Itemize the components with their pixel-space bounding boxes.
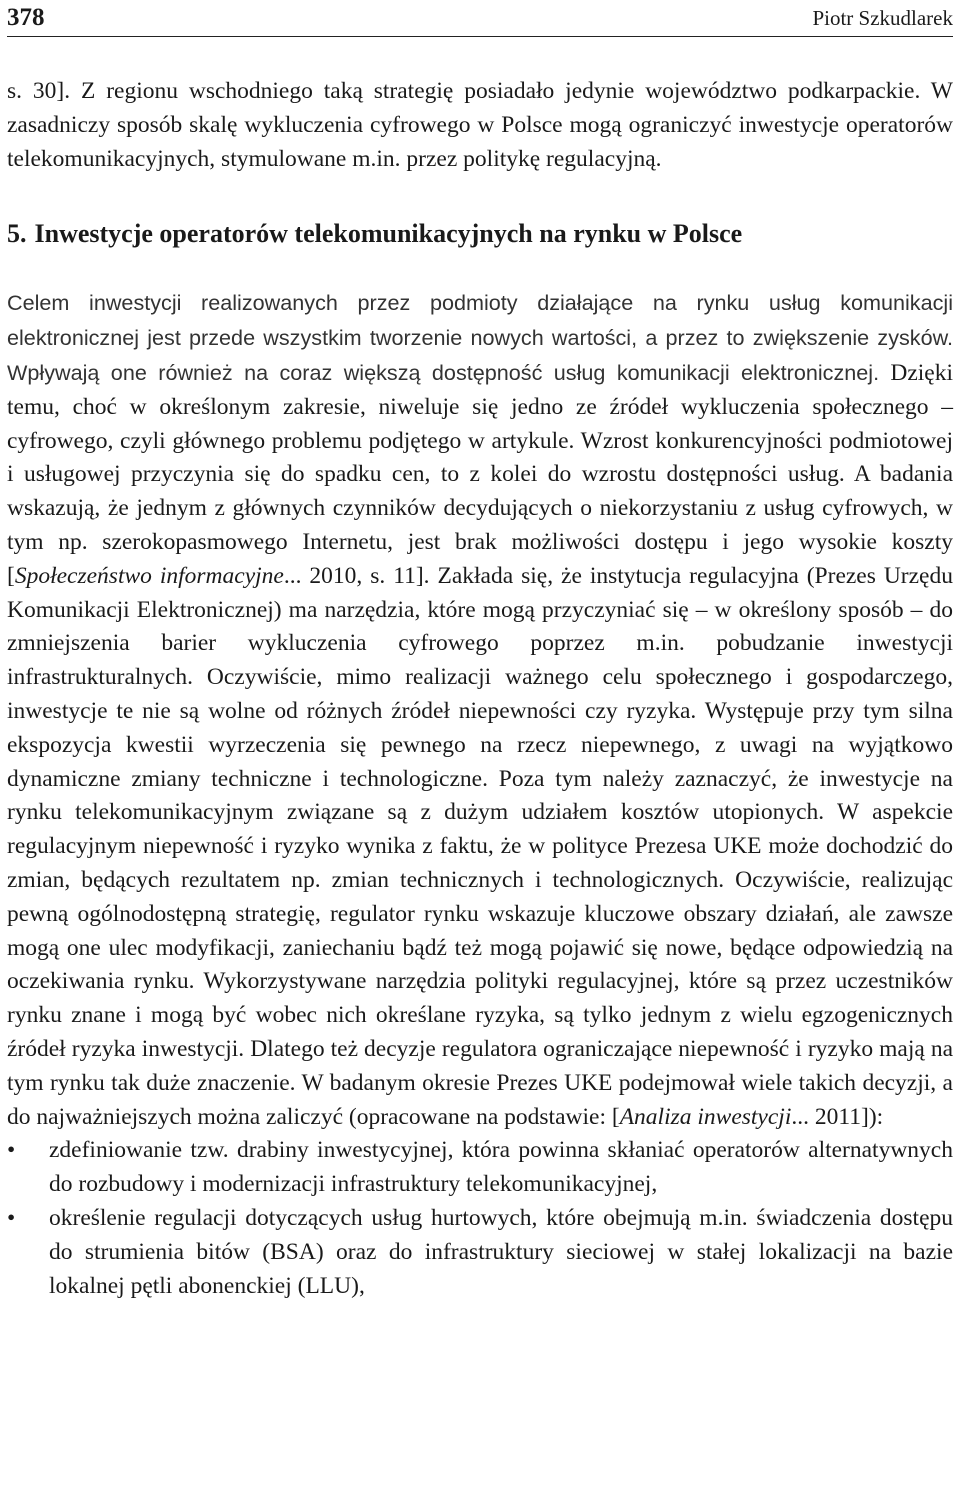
list-item (7, 1134, 953, 1202)
citation-spoleczenstwo: Społeczeństwo informacyjne (14, 562, 284, 589)
body-text-part-1: Dzięki temu, choć w określonym zakresie, niweluje się jedno ze źródeł wykluczenia społecznego – cyfrowego, czyli głównego problemu podjętego w artykule. Wzrost konkurencyjności podmiotowej i usługowej przyczynia się do spadku cen, to z kolei do wzrostu dostępności usług. A badania wskazują, że jednym z głównych czynników decydujących o niekorzystaniu z usług cyfrowych, w tym np. szerokopasmowego Internetu, jest brak możliwości dostępu i jego wysokie koszty [ (7, 359, 954, 589)
body-text-part-2: ... 2010, s. 11]. Zakłada się, że instytucja regulacyjna (Prezes Urzędu Komunikacji Elektronicznej) ma narzędzia, które mogą przyczyniać się – w określony sposób – do zmniejszenia barier wykluczenia cyfrowego poprzez m.in. pobudzanie inwestycji infrastrukturalnych. Oczywiście, mimo realizacji ważnego celu społecznego i gospodarczego, inwestycje te nie są wolne od różnych źródeł niepewności czy ryzyka. Występuje przy tym silna ekspozycja kwestii wyrzeczenia się pewnego na rzecz niepewnego, z uwagi na wyjątkowo dynamiczne zmiany techniczne i technologiczne. Poza tym należy zaznaczyć, że inwestycje na rynku telekomunikacyjnym związane są z dużym udziałem kosztów utopionych. W aspekcie regulacyjnym niepewność i ryzyko wynika z faktu, że w polityce Prezesa UKE może dochodzić do zmian, będących rezultatem np. zmian technicznych i technologicznych. Oczywiście, realizując pewną ogólnodostępną strategię, regulator rynku wskazuje kluczowe obszary działań, ale zawsze mogą one ulec modyfikacji, zaniechaniu bądź też mogą pojawić się nowe, będące odpowiedzią na oczekiwania rynku. Wykorzystywane narzędzia polityki regulacyjnej, które są przez uczestników rynku znane i mogą być wobec nich określane ryzyka, są tylko jednym z wielu egzogenicznych źródeł ryzyka inwestycji. Dlatego też decyzje regulatora ograniczające niepewność i ryzyko mają na tym rynku tak duże znaczenie. W badanym okresie Prezes UKE podejmował wiele takich decyzji, a do najważniejszych można zaliczyć (opracowane na podstawie: [ (7, 562, 953, 1130)
list-item-text: określenie regulacji dotyczących usług hurtowych, które obejmują m.in. świadczenia dostępu do strumienia bitów (BSA) oraz do infrastruktury sieciowej w stałej lokalizacji na bazie lokalnej pętli abonenckiej (LLU), (49, 1204, 953, 1299)
running-header (7, 0, 953, 37)
bullet-icon: • (7, 1204, 16, 1231)
intro-paragraph: s. 30]. Z regionu wschodniego taką strategię posiadało jedynie województwo podkarpackie. W zasadniczy sposób skalę wykluczenia cyfrowego w Polsce mogą ograniczyć inwestycje operatorów telekomunikacyjnych, stymulowane m.in. przez politykę regulacyjną. (7, 78, 953, 172)
body-text-part-3: ... 2011]): (791, 1103, 884, 1130)
body-paragraph (7, 286, 953, 1134)
running-author: Piotr Szkudlarek (812, 6, 953, 30)
document-page (7, 0, 953, 1303)
list-item (7, 1202, 953, 1303)
bullet-list (7, 1134, 953, 1303)
bullet-icon: • (7, 1137, 16, 1164)
body-sans-sentences: Celem inwestycji realizowanych przez podmioty działające na rynku usług komunikacji elektronicznej jest przede wszystkim tworzenie nowych wartości, a przez to zwiększenie zysków. Wpływają one również na coraz większą dostępność usług komunikacji elektronicznej. (7, 290, 953, 385)
section-title: Inwestycje operatorów telekomunikacyjnych na rynku w Polsce (34, 219, 743, 249)
list-item-text: zdefiniowanie tzw. drabiny inwestycyjnej, która powinna skłaniać operatorów alternatywnych do rozbudowy i modernizacji infrastruktury telekomunikacyjnej, (49, 1137, 953, 1198)
section-heading (7, 218, 953, 250)
section-number: 5. (7, 219, 27, 249)
citation-analiza: Analiza inwestycji (619, 1103, 792, 1130)
page-number: 378 (7, 4, 45, 31)
